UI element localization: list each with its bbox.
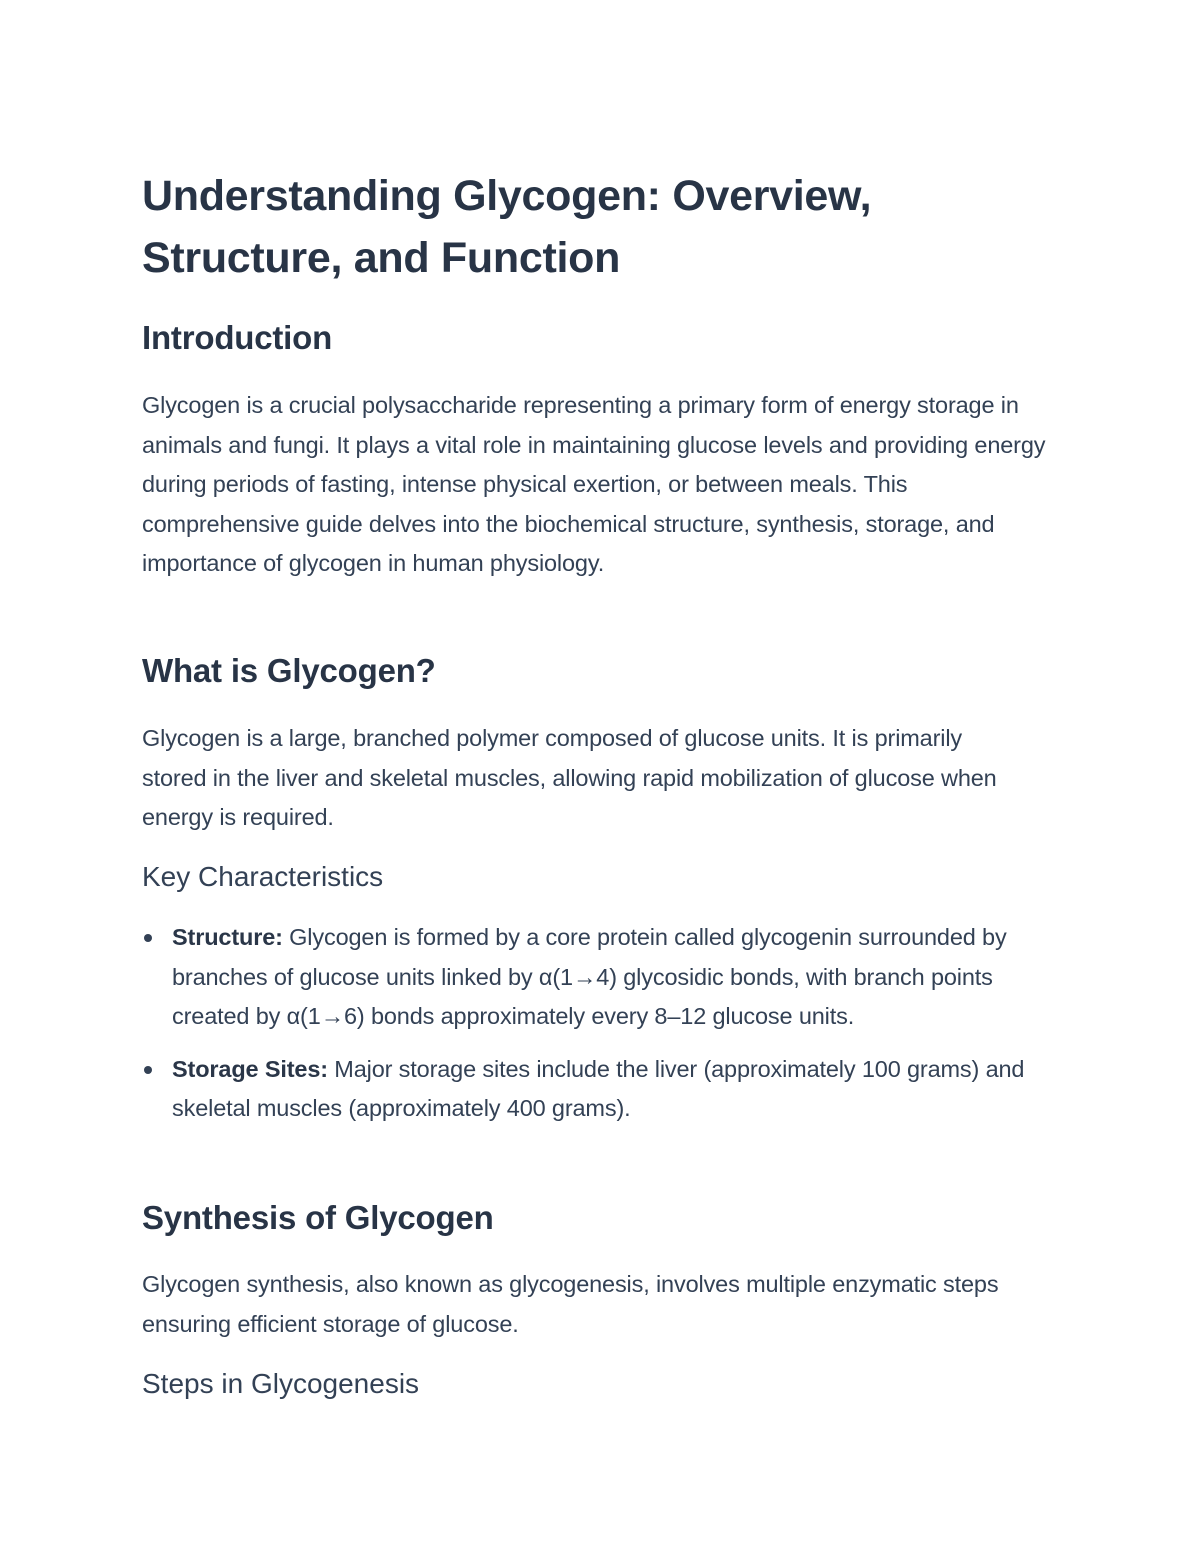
list-item-label: Storage Sites:	[172, 1055, 335, 1082]
key-characteristics-list	[142, 918, 1072, 1142]
synthesis-heading: Synthesis of Glycogen	[142, 1199, 494, 1236]
introduction-heading: Introduction	[142, 319, 333, 356]
bullet-dot-icon	[144, 1066, 152, 1074]
what-is-glycogen-heading: What is Glycogen?	[142, 652, 436, 689]
list-item-text: Major storage sites include the liver (approximately 100 grams) and skeletal muscles (approximately 400 grams).	[172, 1055, 1025, 1122]
list-item	[142, 918, 1072, 1037]
bullet-dot-icon	[144, 934, 152, 942]
list-item	[142, 1050, 1072, 1129]
list-item-text: Glycogen is formed by a core protein called glycogenin surrounded by branches of glucose units linked by α(1→4) glycosidic bonds, with branch points created by α(1→6) bonds approximately every 8–12 glucose units.	[172, 924, 1007, 1030]
list-item-label: Structure:	[172, 924, 290, 950]
what-is-glycogen-paragraph: Glycogen is a large, branched polymer composed of glucose units. It is primarily stored in the liver and skeletal muscles, allowing rapid mobilization of glucose when energy is required.	[142, 725, 997, 831]
key-characteristics-heading: Key Characteristics	[142, 861, 384, 892]
introduction-paragraph: Glycogen is a crucial polysaccharide representing a primary form of energy storage in animals and fungi. It plays a vital role in maintaining glucose levels and providing energy during periods of fasting, intense physical exertion, or between meals. This comprehensive guide delves into the biochemical structure, synthesis, storage, and importance of glycogen in human physiology.	[142, 392, 1046, 577]
steps-heading: Steps in Glycogenesis	[142, 1368, 420, 1399]
synthesis-paragraph: Glycogen synthesis, also known as glycogenesis, involves multiple enzymatic steps ensuring efficient storage of glucose.	[142, 1271, 999, 1337]
page-title: Understanding Glycogen: Overview, Structure, and Function	[142, 172, 872, 282]
